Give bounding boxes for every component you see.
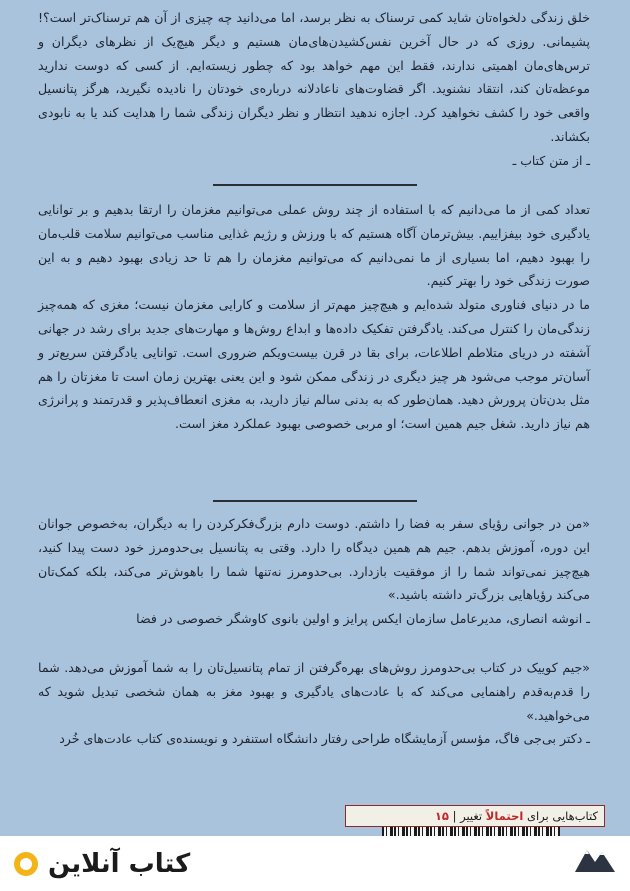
series-prefix: کتاب‌هایی برای [526,809,598,823]
brand-name: کتاب آنلاین [48,849,191,879]
intro-excerpt [38,6,590,173]
series-badge: کتاب‌هایی برای احتمالاً تغییر | ۱۵ [345,805,605,827]
book-description [38,198,590,436]
section-divider [213,184,417,186]
series-suffix: تغییر [460,809,483,823]
brand-logo [14,846,190,882]
series-number: ۱۵ [434,809,449,823]
endorsement-quote: «جیم کوییک در کتاب بی‌حدومرز روش‌های بهره‌گرفتن از تمام پتانسیل‌تان را به شما آموزش می‌دهد. شما را قدم‌به‌قدم راهنمایی می‌کند که با عادت‌های یادگیری و بهبود مغز به همان شخصی تبدیل شوید که می‌خواهید.» [38,660,590,723]
endorsement-attribution: ـ انوشه انصاری، مدیرعامل سازمان ایکس پرایز و اولین بانوی کاوشگر خصوصی در فضا [136,611,590,627]
series-accent: احتمالاً [485,809,524,823]
section-divider [213,500,417,502]
intro-excerpt-source: ـ از متن کتاب ـ [512,152,590,168]
publisher-mountain-icon [575,842,615,872]
endorsement [38,512,590,631]
description-paragraph: تعداد کمی از ما می‌دانیم که با استفاده از چند روش عملی می‌توانیم مغزمان را ارتقا بدهیم و بر توانایی یادگیری خود بیفزاییم. بیش‌تر‌مان آگاه هستیم که با ورزش و رژیم غذایی مناسب می‌توانیم سلامت قلب‌مان را بهبود دهیم، اما بسیاری از ما نمی‌دانیم که می‌توانیم مغزمان را هم تا حد زیادی بهبود دهیم و به این صورت زندگی خود را بهتر کنیم. [38,202,590,289]
endorsement [38,656,590,751]
endorsement-quote: «من در جوانی رؤیای سفر به فضا را داشتم. دوست دارم بزرگ‌فکرکردن را به دیگران، به‌خصوص جوانان این دوره، آموزش بدهم. جیم هم همین دیدگاه را دارد. وقتی به پتانسیل بی‌حدومرز خود دست پیدا کنید، هیچ‌چیز نمی‌تواند شما را از موفقیت بازدارد. بی‌حدومرز نه‌تنها شما را باهوش‌تر می‌کند، بلکه کمک‌تان می‌کند رؤیاهایی بزرگ‌تر داشته باشید.» [38,516,590,603]
intro-excerpt-body: خلق زندگی دلخواه‌تان شاید کمی ترسناک به نظر برسد، اما می‌دانید چه چیزی از آن هم ترسناک‌تر است؟! پشیمانی. روزی که در حال آخرین نفس‌کشیدن‌های‌مان هستیم و دیگر هیچ‌یک از نظرهای دیگران و ترس‌های‌مان اهمیتی ندارند، فقط این مهم خواهد بود که چطور زیسته‌ایم. از کسی که دوست ندارید موعظه‌تان کند، انتقاد نشنوید. اگر قضاوت‌های ناعادلانه درباره‌ی خودتان را نادیده نگیرید، هرگز پتانسیل واقعی خود را کشف نخواهید کرد. اجازه ندهید انتظار و نظر دیگران زندگی شما را هدایت کند یا به نابودی بکشاند. [38,10,590,144]
brand-ring-icon [14,852,38,876]
endorsement-attribution: ـ دکتر بی‌جی فاگ، مؤسس آزمایشگاه طراحی رفتار دانشگاه استنفرد و نویسنده‌ی کتاب عادت‌های خُرد [59,731,590,747]
description-paragraph: ما در دنیای فناوری متولد شده‌ایم و هیچ‌چیز مهم‌تر از سلامت و کارایی مغزمان نیست؛ مغزی که همه‌چیز زندگی‌مان را کنترل می‌کند. یادگرفتن تفکیک داده‌ها و ابداع روش‌ها و مهارت‌های جدید برای رشد در جهانی آشفته در دریای متلاطم اطلاعات، برای بقا در قرن بیست‌ویکم ضروری است. توانایی یادگرفتن سریع‌تر و آسان‌تر موجب می‌شود هر چیز دیگری در زندگی ممکن شود و این یعنی بهترین زمان است تا مغزتان را هم مثل بدن‌تان پرورش دهید. همان‌طور که به بدنی سالم نیاز دارید، به مغزی انعطاف‌پذیر و قدرتمند و پرانرژی هم نیاز دارید. شغل جیم همین است؛ او مربی خصوصی بهبود عملکرد مغز است. [38,297,590,432]
